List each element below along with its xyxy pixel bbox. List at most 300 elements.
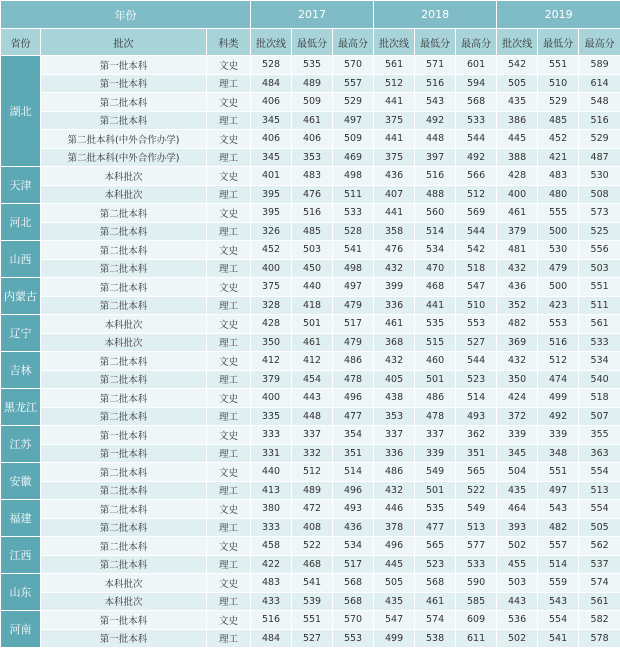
min-2017-cell: 489 [292,74,333,93]
subject-cell: 理工 [207,518,251,537]
min-2017-cell: 353 [292,148,333,167]
metric-header-max: 最高分 [579,29,620,56]
batch-cell: 第一批本科 [41,56,207,75]
cutoff-2018-cell: 499 [374,629,415,648]
cutoff-2017-cell: 328 [251,296,292,315]
max-2018-cell: 493 [456,407,497,426]
max-2018-cell: 514 [456,389,497,408]
min-2018-cell: 339 [415,444,456,463]
province-cell: 黑龙江 [1,389,41,426]
cutoff-2019-cell: 352 [497,296,538,315]
batch-cell: 第二批本科 [41,537,207,556]
cutoff-2018-cell: 336 [374,296,415,315]
max-2017-cell: 486 [333,352,374,371]
subject-cell: 文史 [207,611,251,630]
max-2018-cell: 611 [456,629,497,648]
province-cell: 江苏 [1,426,41,463]
max-2018-cell: 510 [456,296,497,315]
max-2018-cell: 544 [456,352,497,371]
cutoff-2019-cell: 339 [497,426,538,445]
subject-cell: 理工 [207,481,251,500]
table-row [1,296,620,315]
table-row [1,574,620,593]
max-2017-cell: 533 [333,204,374,223]
cutoff-2019-cell: 502 [497,629,538,648]
max-2017-cell: 553 [333,629,374,648]
cutoff-2019-cell: 372 [497,407,538,426]
min-2017-cell: 440 [292,278,333,297]
cutoff-2018-cell: 336 [374,444,415,463]
subject-cell: 理工 [207,444,251,463]
cutoff-2018-cell: 353 [374,407,415,426]
subject-cell: 理工 [207,296,251,315]
batch-cell: 第一批本科 [41,74,207,93]
province-cell: 安徽 [1,463,41,500]
max-2019-cell: 529 [579,130,620,149]
batch-cell: 第二批本科 [41,241,207,260]
cutoff-2019-cell: 504 [497,463,538,482]
table-row [1,148,620,167]
cutoff-2017-cell: 395 [251,204,292,223]
max-2017-cell: 498 [333,167,374,186]
min-2017-cell: 406 [292,130,333,149]
min-2018-cell: 501 [415,481,456,500]
max-2018-cell: 542 [456,241,497,260]
batch-cell: 第二批本科 [41,204,207,223]
metric-header-min: 最低分 [415,29,456,56]
cutoff-2019-cell: 481 [497,241,538,260]
min-2019-cell: 551 [538,463,579,482]
max-2017-cell: 541 [333,241,374,260]
max-2017-cell: 534 [333,537,374,556]
max-2019-cell: 556 [579,241,620,260]
cutoff-2019-cell: 428 [497,167,538,186]
max-2019-cell: 505 [579,518,620,537]
min-2019-cell: 348 [538,444,579,463]
min-2019-cell: 482 [538,518,579,537]
cutoff-2019-cell: 445 [497,130,538,149]
cutoff-2018-cell: 358 [374,222,415,241]
min-2019-cell: 555 [538,204,579,223]
max-2018-cell: 522 [456,481,497,500]
max-2019-cell: 507 [579,407,620,426]
min-2019-cell: 499 [538,389,579,408]
cutoff-2018-cell: 547 [374,611,415,630]
batch-cell: 第一批本科 [41,444,207,463]
min-2018-cell: 441 [415,296,456,315]
max-2019-cell: 516 [579,111,620,130]
max-2018-cell: 547 [456,278,497,297]
max-2018-cell: 566 [456,167,497,186]
cutoff-2019-cell: 455 [497,555,538,574]
max-2019-cell: 363 [579,444,620,463]
subject-cell: 理工 [207,259,251,278]
subject-cell: 文史 [207,278,251,297]
table-row [1,333,620,352]
max-2018-cell: 601 [456,56,497,75]
min-2018-cell: 534 [415,241,456,260]
header-row-columns [1,29,620,56]
cutoff-2017-cell: 335 [251,407,292,426]
table-row [1,241,620,260]
max-2017-cell: 479 [333,333,374,352]
max-2017-cell: 469 [333,148,374,167]
max-2018-cell: 549 [456,500,497,519]
batch-cell: 第二批本科 [41,518,207,537]
min-2019-cell: 485 [538,111,579,130]
metric-header-cutoff: 批次线 [251,29,292,56]
province-cell: 河南 [1,611,41,648]
table-row [1,93,620,112]
subject-cell: 理工 [207,592,251,611]
max-2019-cell: 582 [579,611,620,630]
cutoff-2017-cell: 428 [251,315,292,334]
cutoff-2018-cell: 378 [374,518,415,537]
province-cell: 内蒙古 [1,278,41,315]
min-2019-cell: 554 [538,611,579,630]
min-2019-cell: 474 [538,370,579,389]
cutoff-2018-cell: 375 [374,111,415,130]
min-2018-cell: 515 [415,333,456,352]
min-2019-cell: 559 [538,574,579,593]
cutoff-2019-cell: 388 [497,148,538,167]
min-2019-cell: 510 [538,74,579,93]
cutoff-2018-cell: 496 [374,537,415,556]
metric-header-max: 最高分 [456,29,497,56]
min-2019-cell: 557 [538,537,579,556]
subject-cell: 文史 [207,574,251,593]
min-2019-cell: 530 [538,241,579,260]
cutoff-2018-cell: 432 [374,481,415,500]
max-2019-cell: 530 [579,167,620,186]
cutoff-2017-cell: 350 [251,333,292,352]
min-2019-cell: 551 [538,56,579,75]
max-2018-cell: 553 [456,315,497,334]
table-row [1,500,620,519]
cutoff-2018-cell: 476 [374,241,415,260]
cutoff-2017-cell: 406 [251,93,292,112]
cutoff-2017-cell: 452 [251,241,292,260]
table-row [1,130,620,149]
max-2019-cell: 561 [579,315,620,334]
subject-cell: 文史 [207,204,251,223]
batch-column-header: 批次 [41,29,207,56]
cutoff-2019-cell: 461 [497,204,538,223]
cutoff-2017-cell: 484 [251,74,292,93]
cutoff-2019-cell: 502 [497,537,538,556]
min-2017-cell: 551 [292,611,333,630]
max-2018-cell: 351 [456,444,497,463]
min-2019-cell: 543 [538,500,579,519]
max-2017-cell: 509 [333,130,374,149]
batch-cell: 第一批本科 [41,611,207,630]
cutoff-2019-cell: 443 [497,592,538,611]
max-2017-cell: 436 [333,518,374,537]
cutoff-2018-cell: 445 [374,555,415,574]
max-2018-cell: 585 [456,592,497,611]
min-2017-cell: 472 [292,500,333,519]
cutoff-2017-cell: 333 [251,426,292,445]
min-2018-cell: 549 [415,463,456,482]
table-row [1,222,620,241]
min-2017-cell: 522 [292,537,333,556]
year-header-2018: 2018 [374,1,497,29]
min-2019-cell: 479 [538,259,579,278]
cutoff-2017-cell: 528 [251,56,292,75]
min-2017-cell: 332 [292,444,333,463]
max-2017-cell: 479 [333,296,374,315]
cutoff-2018-cell: 441 [374,93,415,112]
batch-cell: 第二批本科 [41,500,207,519]
max-2019-cell: 537 [579,555,620,574]
min-2018-cell: 397 [415,148,456,167]
cutoff-2018-cell: 436 [374,167,415,186]
max-2017-cell: 497 [333,111,374,130]
min-2019-cell: 553 [538,315,579,334]
table-row [1,111,620,130]
min-2017-cell: 512 [292,463,333,482]
min-2017-cell: 539 [292,592,333,611]
batch-cell: 本科批次 [41,333,207,352]
cutoff-2018-cell: 561 [374,56,415,75]
batch-cell: 本科批次 [41,315,207,334]
min-2018-cell: 448 [415,130,456,149]
cutoff-2017-cell: 433 [251,592,292,611]
min-2019-cell: 500 [538,278,579,297]
max-2019-cell: 503 [579,259,620,278]
cutoff-2018-cell: 405 [374,370,415,389]
batch-cell: 第二批本科 [41,93,207,112]
subject-cell: 理工 [207,407,251,426]
province-cell: 江西 [1,537,41,574]
max-2019-cell: 574 [579,574,620,593]
max-2017-cell: 496 [333,389,374,408]
max-2017-cell: 568 [333,574,374,593]
cutoff-2017-cell: 401 [251,167,292,186]
min-2018-cell: 468 [415,278,456,297]
min-2017-cell: 454 [292,370,333,389]
table-row [1,315,620,334]
max-2018-cell: 544 [456,130,497,149]
min-2018-cell: 514 [415,222,456,241]
max-2018-cell: 512 [456,185,497,204]
batch-cell: 本科批次 [41,592,207,611]
table-row [1,259,620,278]
subject-cell: 文史 [207,426,251,445]
max-2017-cell: 497 [333,278,374,297]
min-2019-cell: 452 [538,130,579,149]
min-2018-cell: 492 [415,111,456,130]
subject-cell: 理工 [207,222,251,241]
subject-cell: 理工 [207,74,251,93]
table-row [1,167,620,186]
subject-cell: 文史 [207,389,251,408]
min-2017-cell: 476 [292,185,333,204]
cutoff-2017-cell: 413 [251,481,292,500]
table-row [1,518,620,537]
subject-cell: 文史 [207,56,251,75]
min-2019-cell: 514 [538,555,579,574]
min-2018-cell: 565 [415,537,456,556]
cutoff-2019-cell: 542 [497,56,538,75]
batch-cell: 第二批本科 [41,296,207,315]
cutoff-2019-cell: 386 [497,111,538,130]
max-2017-cell: 529 [333,93,374,112]
min-2017-cell: 483 [292,167,333,186]
min-2018-cell: 523 [415,555,456,574]
max-2018-cell: 527 [456,333,497,352]
table-row [1,592,620,611]
max-2019-cell: 508 [579,185,620,204]
max-2019-cell: 614 [579,74,620,93]
province-cell: 福建 [1,500,41,537]
cutoff-2017-cell: 331 [251,444,292,463]
min-2018-cell: 535 [415,500,456,519]
min-2018-cell: 337 [415,426,456,445]
min-2017-cell: 485 [292,222,333,241]
max-2017-cell: 517 [333,555,374,574]
province-cell: 山西 [1,241,41,278]
min-2017-cell: 527 [292,629,333,648]
cutoff-2019-cell: 505 [497,74,538,93]
subject-cell: 理工 [207,111,251,130]
max-2017-cell: 517 [333,315,374,334]
province-cell: 湖北 [1,56,41,167]
subject-cell: 文史 [207,167,251,186]
table-row [1,463,620,482]
max-2019-cell: 562 [579,537,620,556]
cutoff-2018-cell: 368 [374,333,415,352]
table-row [1,56,620,75]
batch-cell: 本科批次 [41,574,207,593]
min-2018-cell: 516 [415,74,456,93]
cutoff-2017-cell: 422 [251,555,292,574]
subject-cell: 文史 [207,463,251,482]
year-label-header: 年份 [1,1,251,29]
min-2018-cell: 486 [415,389,456,408]
min-2017-cell: 541 [292,574,333,593]
cutoff-2018-cell: 435 [374,592,415,611]
min-2018-cell: 571 [415,56,456,75]
province-cell: 吉林 [1,352,41,389]
batch-cell: 第二批本科 [41,463,207,482]
max-2018-cell: 590 [456,574,497,593]
cutoff-2019-cell: 536 [497,611,538,630]
min-2017-cell: 489 [292,481,333,500]
table-row [1,407,620,426]
cutoff-2017-cell: 412 [251,352,292,371]
min-2018-cell: 470 [415,259,456,278]
batch-cell: 第二批本科 [41,278,207,297]
max-2017-cell: 570 [333,56,374,75]
table-row [1,370,620,389]
max-2017-cell: 514 [333,463,374,482]
cutoff-2017-cell: 400 [251,389,292,408]
max-2017-cell: 557 [333,74,374,93]
batch-cell: 第二批本科 [41,352,207,371]
batch-cell: 第一批本科 [41,426,207,445]
subject-cell: 文史 [207,315,251,334]
max-2019-cell: 554 [579,463,620,482]
max-2017-cell: 477 [333,407,374,426]
cutoff-2018-cell: 432 [374,259,415,278]
max-2018-cell: 568 [456,93,497,112]
max-2019-cell: 554 [579,500,620,519]
cutoff-2018-cell: 337 [374,426,415,445]
cutoff-2019-cell: 369 [497,333,538,352]
cutoff-2019-cell: 464 [497,500,538,519]
min-2017-cell: 337 [292,426,333,445]
min-2018-cell: 560 [415,204,456,223]
min-2017-cell: 418 [292,296,333,315]
max-2018-cell: 513 [456,518,497,537]
cutoff-2018-cell: 486 [374,463,415,482]
min-2017-cell: 412 [292,352,333,371]
min-2018-cell: 574 [415,611,456,630]
cutoff-2019-cell: 435 [497,93,538,112]
max-2018-cell: 594 [456,74,497,93]
min-2017-cell: 468 [292,555,333,574]
table-row [1,444,620,463]
table-row [1,74,620,93]
subject-cell: 文史 [207,537,251,556]
cutoff-2018-cell: 399 [374,278,415,297]
metric-header-cutoff: 批次线 [497,29,538,56]
cutoff-2017-cell: 440 [251,463,292,482]
table-row [1,426,620,445]
max-2018-cell: 569 [456,204,497,223]
table-row [1,537,620,556]
cutoff-2019-cell: 482 [497,315,538,334]
max-2019-cell: 518 [579,389,620,408]
max-2018-cell: 577 [456,537,497,556]
batch-cell: 第二批本科 [41,370,207,389]
max-2018-cell: 565 [456,463,497,482]
cutoff-2019-cell: 345 [497,444,538,463]
min-2018-cell: 516 [415,167,456,186]
table-row [1,481,620,500]
subject-cell: 文史 [207,93,251,112]
min-2019-cell: 480 [538,185,579,204]
year-header-2019: 2019 [497,1,620,29]
batch-cell: 第二批本科 [41,259,207,278]
table-row [1,204,620,223]
subject-cell: 理工 [207,629,251,648]
batch-cell: 第二批本科 [41,389,207,408]
cutoff-2018-cell: 432 [374,352,415,371]
min-2018-cell: 535 [415,315,456,334]
min-2018-cell: 501 [415,370,456,389]
max-2019-cell: 551 [579,278,620,297]
cutoff-2018-cell: 441 [374,130,415,149]
min-2018-cell: 460 [415,352,456,371]
max-2017-cell: 528 [333,222,374,241]
max-2019-cell: 487 [579,148,620,167]
min-2017-cell: 516 [292,204,333,223]
max-2017-cell: 354 [333,426,374,445]
table-row [1,185,620,204]
min-2019-cell: 529 [538,93,579,112]
min-2019-cell: 543 [538,592,579,611]
min-2017-cell: 408 [292,518,333,537]
min-2018-cell: 488 [415,185,456,204]
year-header-2017: 2017 [251,1,374,29]
max-2018-cell: 609 [456,611,497,630]
max-2019-cell: 533 [579,333,620,352]
subject-cell: 理工 [207,185,251,204]
table-row [1,389,620,408]
min-2019-cell: 500 [538,222,579,241]
